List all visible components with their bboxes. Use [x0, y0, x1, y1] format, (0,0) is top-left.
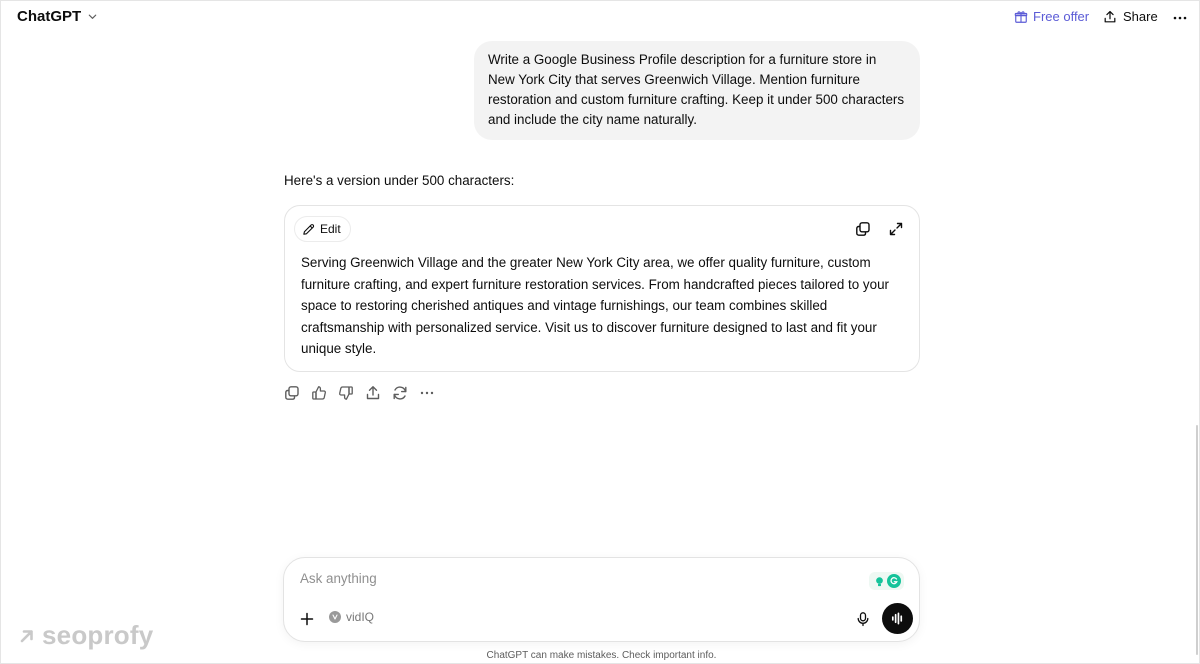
free-offer-label: Free offer: [1033, 9, 1090, 24]
attach-button[interactable]: [299, 611, 315, 627]
copy-icon: [855, 221, 871, 237]
free-offer-button[interactable]: [1014, 9, 1089, 24]
user-message: Write a Google Business Profile description for a furniture store in New York City that serves Greenwich Village. Mention furniture restoration and custom furniture crafting. Keep it under 500 characters and include the city name naturally.: [474, 41, 920, 140]
top-bar: [0, 0, 1200, 36]
regenerate-button[interactable]: [392, 385, 408, 401]
extension-icons: [869, 572, 904, 590]
assistant-intro-text: Here's a version under 500 characters:: [284, 173, 515, 188]
canvas-card: [284, 205, 920, 372]
copy-icon: [284, 385, 300, 401]
lightbulb-icon[interactable]: [872, 574, 886, 588]
message-actions: [284, 385, 435, 401]
chevron-down-icon: [87, 11, 98, 22]
expand-icon: [888, 221, 904, 237]
voice-mode-button[interactable]: [882, 603, 913, 634]
model-selector[interactable]: [17, 8, 98, 25]
ellipsis-icon: [1172, 10, 1188, 26]
more-options-button[interactable]: [1172, 10, 1188, 26]
more-actions-button[interactable]: [419, 385, 435, 401]
microphone-icon: [855, 611, 871, 627]
prompt-input[interactable]: [300, 571, 840, 586]
grammarly-icon[interactable]: [887, 574, 901, 588]
arrow-up-right-icon: [18, 627, 36, 645]
thumbs-up-icon: [311, 385, 327, 401]
share-label: Share: [1123, 9, 1158, 24]
thumbs-down-icon: [338, 385, 354, 401]
copy-button[interactable]: [284, 385, 300, 401]
dictate-button[interactable]: [855, 611, 871, 627]
share-button[interactable]: [1103, 9, 1158, 24]
scrollbar[interactable]: [1196, 425, 1198, 655]
ellipsis-icon: [419, 385, 435, 401]
pencil-icon: [302, 223, 315, 236]
watermark-text: seoprofy: [42, 620, 154, 650]
edit-label: Edit: [320, 222, 341, 236]
waveform-icon: [890, 611, 905, 626]
composer: [283, 557, 920, 642]
vidiq-icon: [329, 611, 341, 623]
seoprofy-watermark: [18, 620, 153, 651]
share-response-button[interactable]: [365, 385, 381, 401]
expand-canvas-button[interactable]: [888, 221, 904, 237]
disclaimer-text: ChatGPT can make mistakes. Check important info.: [486, 650, 717, 661]
share-icon: [1103, 10, 1117, 24]
thumbs-down-button[interactable]: [338, 385, 354, 401]
vidiq-tool-button[interactable]: [329, 610, 374, 624]
copy-canvas-button[interactable]: [855, 221, 871, 237]
vidiq-label: vidIQ: [346, 610, 375, 624]
app-title: ChatGPT: [17, 8, 82, 25]
plus-icon: [299, 611, 315, 627]
canvas-text: Serving Greenwich Village and the greater New York City area, we offer quality furniture, custom furniture crafting, and expert furniture restoration services. From handcrafted pieces tailored to your space to restoring cherished antiques and vintage furnishings, our team combines skilled craftsmanship with personalized service. Visit us to discover furniture designed to last and fit your unique style.: [301, 255, 889, 356]
thumbs-up-button[interactable]: [311, 385, 327, 401]
edit-button[interactable]: [294, 216, 351, 242]
refresh-icon: [392, 385, 408, 401]
upload-icon: [365, 385, 381, 401]
gift-icon: [1014, 10, 1028, 24]
